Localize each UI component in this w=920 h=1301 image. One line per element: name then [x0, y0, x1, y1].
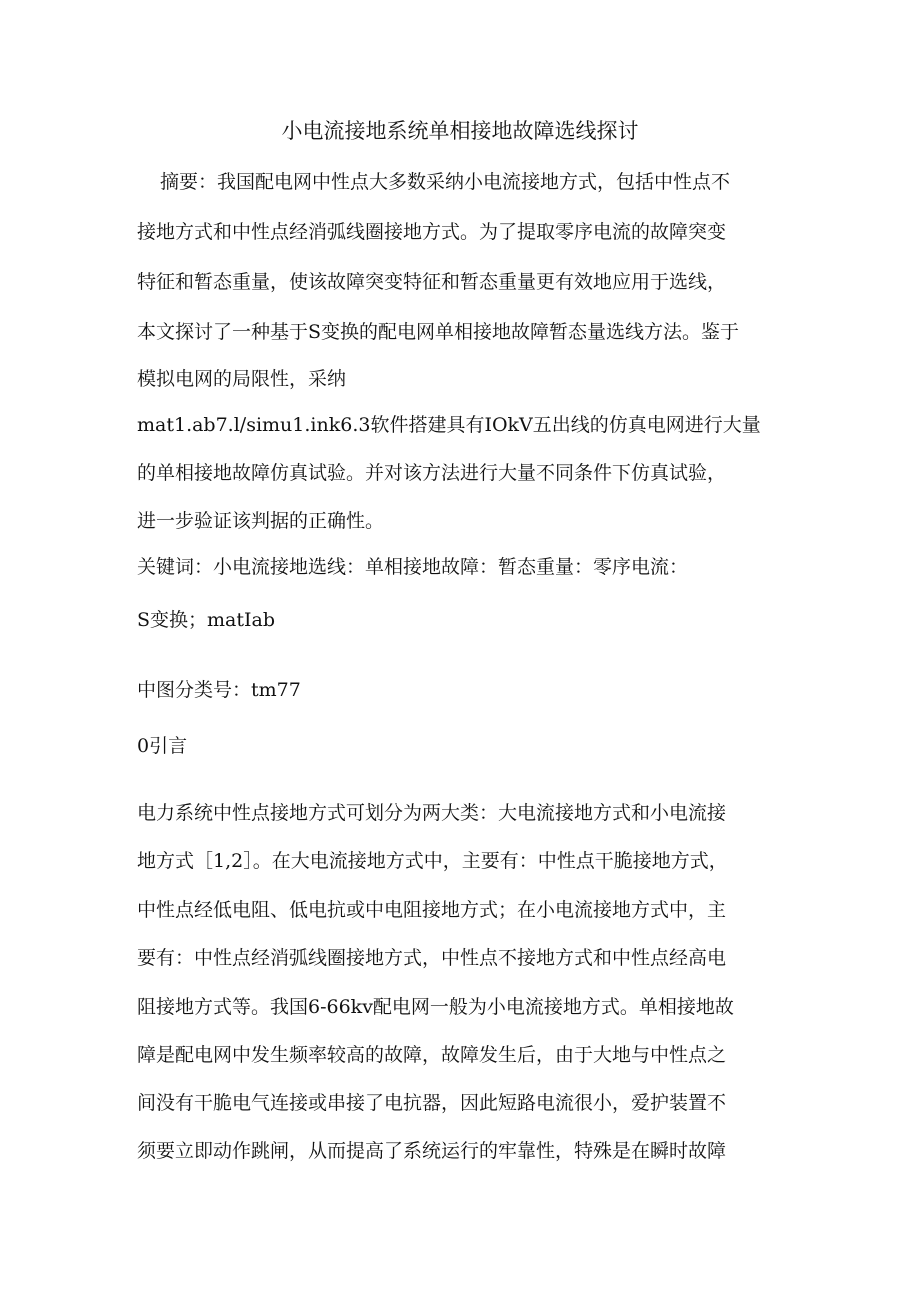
body-line: 须要立即动作跳闸，从而提高了系统运行的牢靠性，特殊是在瞬时故障 [137, 1140, 727, 1162]
abstract-line: 摘要：我国配电网中性点大多数采纳小电流接地方式，包括中性点不 [160, 171, 731, 193]
abstract-line: 本文探讨了一种基于S变换的配电网单相接地故障暂态量选线方法。鉴于 [137, 321, 740, 343]
body-line: 电力系统中性点接地方式可划分为两大类：大电流接地方式和小电流接 [137, 802, 727, 824]
abstract-line: 模拟电网的局限性，采纳 [137, 368, 347, 390]
body-line: 间没有干脆电气连接或串接了电抗器，因此短路电流很小，爱护装置不 [137, 1092, 727, 1114]
body-line: 中性点经低电阻、低电抗或中电阻接地方式；在小电流接地方式中，主 [137, 899, 727, 921]
abstract-line: 特征和暂态重量，使该故障突变特征和暂态重量更有效地应用于选线， [137, 271, 727, 293]
document-title: 小电流接地系统单相接地故障选线探讨 [281, 119, 639, 143]
keywords-line: S变换；matIab [137, 609, 275, 631]
body-line: 地方式［1,2］。在大电流接地方式中，主要有：中性点干脆接地方式， [137, 850, 728, 872]
abstract-line: mat1.ab7.l∕simu1.ink6.3软件搭建具有IOkV五出线的仿真电网进行大量 [137, 414, 761, 436]
abstract-line: 接地方式和中性点经消弧线圈接地方式。为了提取零序电流的故障突变 [137, 221, 727, 243]
classification-number: 中图分类号：tm77 [137, 679, 301, 701]
body-line: 要有：中性点经消弧线圈接地方式，中性点不接地方式和中性点经高电 [137, 947, 727, 969]
section-heading: 0引言 [137, 735, 188, 757]
body-line: 阻接地方式等。我国6-66kv配电网一般为小电流接地方式。单相接地故 [137, 996, 734, 1018]
abstract-line: 的单相接地故障仿真试验。并对该方法进行大量不同条件下仿真试验， [137, 462, 727, 484]
keywords-line: 关键词：小电流接地选线：单相接地故障：暂态重量：零序电流： [137, 556, 689, 578]
body-line: 障是配电网中发生频率较高的故障，故障发生后，由于大地与中性点之 [137, 1044, 727, 1066]
abstract-line: 进一步验证该判据的正确性。 [137, 510, 385, 532]
